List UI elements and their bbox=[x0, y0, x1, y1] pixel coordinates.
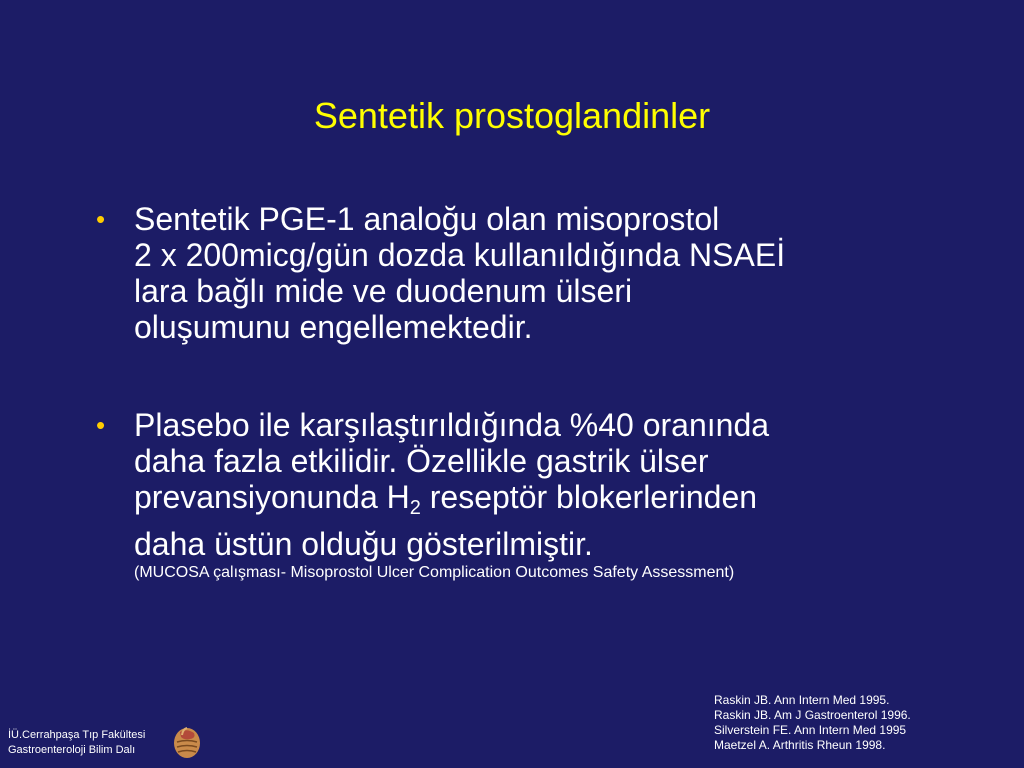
bullet-item-placebo bbox=[96, 407, 996, 584]
bullet-list bbox=[96, 201, 996, 584]
bullet-line-h2 bbox=[134, 479, 996, 526]
bullet-line: oluşumunu engellemektedir. bbox=[134, 309, 533, 345]
references bbox=[714, 693, 911, 753]
subscript-2: 2 bbox=[409, 497, 421, 519]
footer-institution bbox=[8, 728, 145, 758]
bullet-text bbox=[96, 201, 996, 345]
reference-item: Maetzel A. Arthritis Rheun 1998. bbox=[714, 738, 886, 752]
bullet-item-misoprostol bbox=[96, 201, 996, 345]
footer-line: Gastroenteroloji Bilim Dalı bbox=[8, 744, 136, 756]
bullet-line: 2 x 200micg/gün dozda kullanıldığında NSAEİ bbox=[134, 237, 786, 273]
slide-title: Sentetik prostoglandinler bbox=[313, 95, 711, 136]
bullet-line-part: reseptör blokerlerinden bbox=[420, 479, 758, 515]
reference-item: Raskin JB. Ann Intern Med 1995. bbox=[714, 693, 890, 707]
bullet-line: lara bağlı mide ve duodenum ülseri bbox=[134, 273, 633, 309]
bullet-line: daha üstün olduğu gösterilmiştir. bbox=[134, 526, 593, 562]
bullet-line: daha fazla etkilidir. Özellikle gastrik ülser bbox=[134, 443, 709, 479]
bullet-marker: • bbox=[96, 410, 106, 440]
reference-item: Raskin JB. Am J Gastroenterol 1996. bbox=[714, 708, 911, 722]
footer-line: İÜ.Cerrahpaşa Tıp Fakültesi bbox=[8, 729, 146, 741]
bullet-line: Plasebo ile karşılaştırıldığında %40 oranında bbox=[134, 407, 770, 443]
digestive-system-icon bbox=[172, 726, 202, 760]
bullet-marker: • bbox=[96, 204, 106, 234]
bullet-line: Sentetik PGE-1 analoğu olan misoprostol bbox=[134, 201, 720, 237]
bullet-text bbox=[96, 407, 996, 584]
reference-item: Silverstein FE. Ann Intern Med 1995 bbox=[714, 723, 907, 737]
study-note: (MUCOSA çalışması- Misoprostol Ulcer Complication Outcomes Safety Assessment) bbox=[134, 564, 735, 581]
bullet-line-part: prevansiyonunda H bbox=[134, 479, 410, 515]
